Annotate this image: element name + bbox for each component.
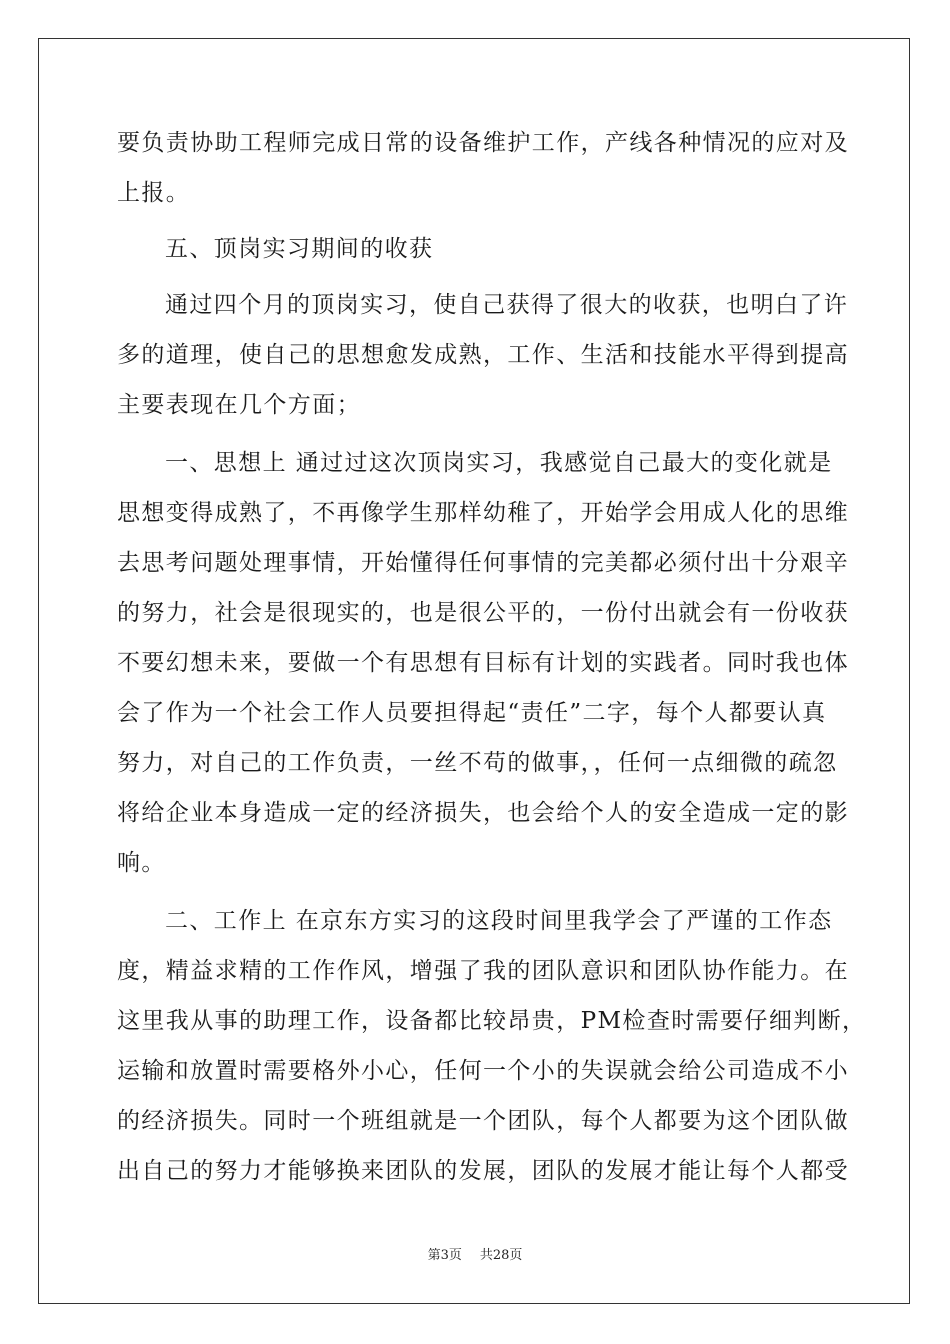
text-line: 一、思想上 通过过这次顶岗实习，我感觉自己最大的变化就是 [165, 450, 833, 476]
text-line: 多的道理，使自己的思想愈发成熟，工作、生活和技能水平得到提高 [117, 342, 849, 368]
text-line: 去思考问题处理事情，开始懂得任何事情的完美都必须付出十分艰辛 [117, 550, 849, 576]
text-line: 将给企业本身造成一定的经济损失，也会给个人的安全造成一定的影 [117, 800, 849, 826]
text-line: 要负责协助工程师完成日常的设备维护工作，产线各种情况的应对及 [117, 130, 849, 156]
page-footer [0, 1248, 950, 1264]
text-line: 上报。 [117, 180, 191, 206]
text-line: 的经济损失。同时一个班组就是一个团队，每个人都要为这个团队做 [117, 1108, 849, 1134]
page-number-total: 共28页 [479, 1248, 523, 1263]
text-line: 这里我从事的助理工作，设备都比较昂贵，PM检查时需要仔细判断， [117, 1008, 867, 1034]
text-line: 运输和放置时需要格外小心，任何一个小的失误就会给公司造成不小 [117, 1058, 849, 1084]
text-line: 通过四个月的顶岗实习，使自己获得了很大的收获，也明白了许 [165, 292, 849, 318]
text-line: 不要幻想未来，要做一个有思想有目标有计划的实践者。同时我也体 [117, 650, 849, 676]
text-line: 努力，对自己的工作负责，一丝不苟的做事，，任何一点细微的疏忽 [117, 750, 838, 776]
text-line: 会了作为一个社会工作人员要担得起“责任”二字，每个人都要认真 [117, 700, 827, 726]
text-line: 二、工作上 在京东方实习的这段时间里我学会了严谨的工作态 [165, 908, 833, 934]
text-line: 度，精益求精的工作作风，增强了我的团队意识和团队协作能力。在 [117, 958, 849, 984]
page-number-current: 第3页 [427, 1248, 462, 1263]
section-heading: 五、顶岗实习期间的收获 [165, 236, 434, 262]
text-line: 响。 [117, 850, 166, 876]
text-line: 主要表现在几个方面； [117, 392, 361, 418]
text-line: 出自己的努力才能够换来团队的发展，团队的发展才能让每个人都受 [117, 1158, 849, 1184]
text-line: 思想变得成熟了，不再像学生那样幼稚了，开始学会用成人化的思维 [117, 500, 849, 526]
text-line: 的努力，社会是很现实的，也是很公平的，一份付出就会有一份收获 [117, 600, 849, 626]
